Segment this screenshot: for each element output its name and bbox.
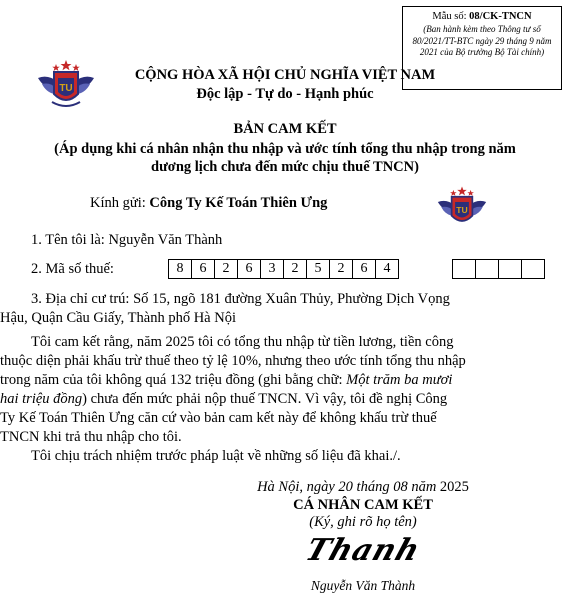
tax-code-label: 2. Mã số thuế: <box>31 261 114 277</box>
tax-digit: 2 <box>283 259 307 279</box>
name-field: 1. Tên tôi là: Nguyễn Văn Thành <box>31 232 223 248</box>
tax-digit: 3 <box>260 259 284 279</box>
tax-digit: 8 <box>168 259 192 279</box>
date-line: Hà Nội, ngày 20 tháng 08 năm 2025 <box>257 479 469 495</box>
tax-digit: 2 <box>329 259 353 279</box>
responsibility-statement: Tôi chịu trách nhiệm trước pháp luật về những số liệu đã khai./. <box>31 448 401 464</box>
document-title: BẢN CAM KẾT <box>233 121 337 137</box>
printed-name: Nguyễn Văn Thành <box>310 578 416 593</box>
tax-digit: 6 <box>191 259 215 279</box>
tax-digit: 5 <box>306 259 330 279</box>
company-logo-icon <box>34 56 98 114</box>
document-subtitle: (Áp dụng khi cá nhân nhận thu nhập và ước tính tổng thu nhập trong năm dương lịch chưa đến mức chịu thuế TNCN) <box>54 141 516 175</box>
svg-text:TU: TU <box>456 205 468 216</box>
motto-heading: Độc lập - Tự do - Hạnh phúc <box>196 86 374 102</box>
form-note: (Ban hành kèm theo Thông tư số 80/2021/TT-BTC ngày 29 tháng 9 năm 2021 của Bộ trưởng Bộ Tài chính) <box>412 24 552 57</box>
recipient-line: Kính gửi: Công Ty Kế Toán Thiên Ưng <box>90 195 328 211</box>
commitment-paragraph: Tôi cam kết rằng, năm 2025 tôi có tổng thu nhập từ tiền lương, tiền công thuộc diện phải khấu trừ thuế theo tỷ lệ 10%, nhưng theo ước tính tổng thu nhập trong năm của tôi không quá 132 triệu đồng (ghi bằng chữ: Một trăm ba mươi hai triệu đồng) chưa đến mức phải nộp thuế TNCN. Vì vậy, tôi đề nghị Công Ty Kế Toán Thiên Ưng căn cứ vào bản cam kết này để không khấu trừ thuế TNCN khi trả thu nhập cho tôi. <box>0 334 466 445</box>
tax-digit: 2 <box>214 259 238 279</box>
tax-digit-empty <box>452 259 476 279</box>
svg-text:TU: TU <box>59 83 73 94</box>
company-logo-icon-small <box>434 183 490 233</box>
tax-code-extra-boxes <box>452 259 544 279</box>
tax-digit-empty <box>475 259 499 279</box>
tax-digit: 4 <box>375 259 399 279</box>
nation-heading: CỘNG HÒA XÃ HỘI CHỦ NGHĨA VIỆT NAM <box>134 67 436 83</box>
signer-role: CÁ NHÂN CAM KẾT <box>293 497 433 513</box>
handwritten-signature: Thanh <box>301 533 425 568</box>
tax-digit-empty <box>498 259 522 279</box>
tax-digit-empty <box>521 259 545 279</box>
sign-instruction: (Ký, ghi rõ họ tên) <box>309 514 417 530</box>
address-field: 3. Địa chỉ cư trú: Số 15, ngõ 181 đường Xuân Thủy, Phường Dịch Vọng Hậu, Quận Cầu Giấy, Thành phố Hà Nội <box>0 291 450 326</box>
tax-code-boxes <box>168 259 398 279</box>
tax-digit: 6 <box>237 259 261 279</box>
tax-digit: 6 <box>352 259 376 279</box>
form-number: Mẫu số: 08/CK-TNCN <box>432 11 532 22</box>
